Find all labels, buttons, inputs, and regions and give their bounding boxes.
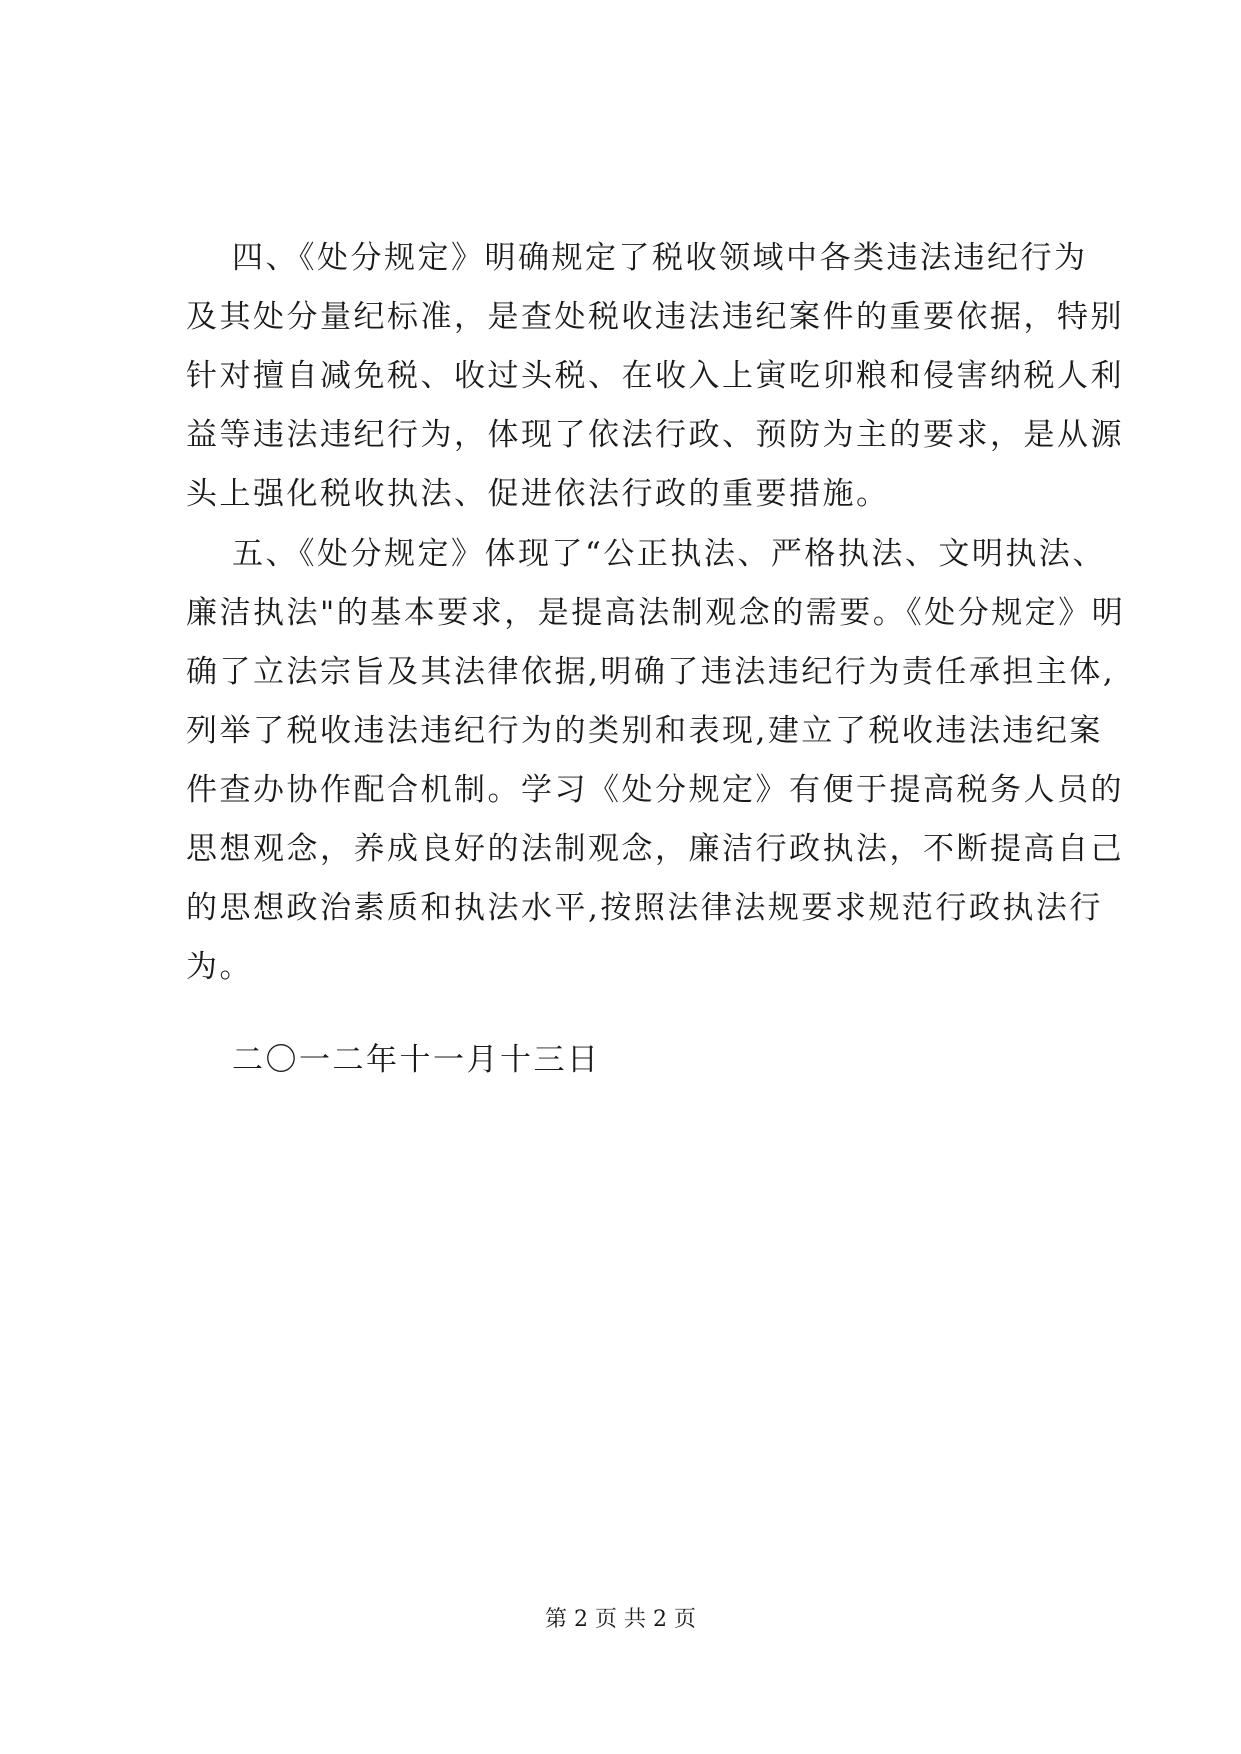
paragraph-5-line-5: 件查办协作配合机制。学习《处分规定》有便于提高税务人员的 — [186, 772, 1124, 808]
paragraph-5-line-7: 的思想政治素质和执法水平,按照法律法规要求规范行政执法行 — [186, 890, 1103, 926]
paragraph-5-line-2: 廉洁执法"的基本要求，是提高法制观念的需要。《处分规定》明 — [186, 595, 1126, 631]
paragraph-4-line-4: 益等违法违纪行为，体现了依法行政、预防为主的要求，是从源 — [186, 417, 1124, 453]
document-date: 二〇一二年十一月十三日 — [232, 1042, 601, 1078]
paragraph-5-line-4: 列举了税收违法违纪行为的类别和表现,建立了税收违法违纪案 — [186, 713, 1103, 749]
paragraph-5-line-6: 思想观念，养成良好的法制观念，廉洁行政执法，不断提高自己 — [186, 831, 1124, 867]
paragraph-4-line-1: 四、《处分规定》明确规定了税收领域中各类违法违纪行为 — [232, 240, 1088, 276]
paragraph-5-line-8: 为。 — [186, 949, 253, 985]
paragraph-4-line-5: 头上强化税收执法、促进依法行政的重要措施。 — [186, 476, 890, 512]
page-number-footer: 第 2 页 共 2 页 — [545, 1607, 696, 1632]
paragraph-5-line-3: 确了立法宗旨及其法律依据,明确了违法违纪行为责任承担主体, — [186, 654, 1116, 690]
paragraph-4-line-2: 及其处分量纪标准，是查处税收违法违纪案件的重要依据，特别 — [186, 299, 1124, 335]
paragraph-4-line-3: 针对擅自减免税、收过头税、在收入上寅吃卯粮和侵害纳税人利 — [186, 358, 1124, 394]
paragraph-5-line-1: 五、《处分规定》体现了“公正执法、严格执法、文明执法、 — [232, 536, 1106, 572]
